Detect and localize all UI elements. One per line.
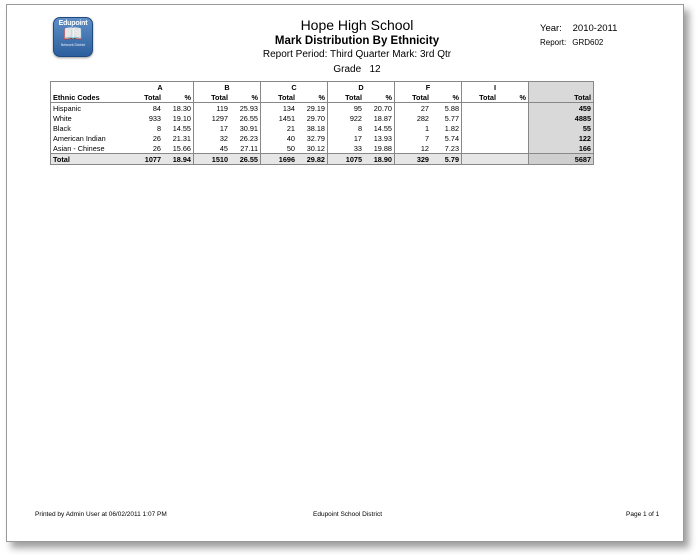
count-cell: 1077	[127, 154, 163, 165]
distribution-table	[50, 81, 594, 165]
sub-header-pct: %	[297, 92, 328, 103]
count-cell: 17	[353, 133, 362, 143]
report-title: Mark Distribution By Ethnicity	[274, 35, 440, 47]
count-cell	[462, 103, 499, 114]
total-row	[51, 154, 594, 165]
count-cell: 1696	[261, 154, 298, 165]
percent-cell: 13.93	[364, 133, 395, 143]
sub-header-total: Total	[261, 92, 298, 103]
report-code-line	[540, 38, 603, 47]
total-column-spacer	[529, 82, 594, 93]
count-cell: 45	[219, 143, 228, 153]
ethnic-code: Total	[51, 154, 128, 165]
ethnic-header-spacer	[51, 82, 128, 93]
table-row	[51, 113, 594, 123]
sub-header-total: Total	[194, 92, 231, 103]
count-cell: 134	[282, 103, 295, 113]
percent-cell: 38.18	[297, 123, 328, 133]
district-name: Edupoint School District	[313, 511, 383, 518]
row-total: 4885	[529, 113, 594, 123]
percent-cell: 14.55	[364, 123, 395, 133]
mark-group-header: B	[194, 82, 261, 93]
count-cell: 12	[420, 143, 429, 153]
year-label: Year:	[540, 23, 562, 34]
ethnic-code: Asian - Chinese	[51, 143, 128, 154]
count-cell: 21	[286, 123, 295, 133]
grade-line	[207, 64, 507, 75]
group-header-row	[51, 82, 594, 93]
ethnic-code: Black	[51, 123, 128, 133]
ethnic-code: Hispanic	[51, 103, 128, 114]
ethnic-code: White	[51, 113, 128, 123]
count-cell: 329	[395, 154, 432, 165]
printed-by: Printed by Admin User at 06/02/2011 1:07 PM	[35, 511, 167, 518]
count-cell: 33	[353, 143, 362, 153]
mark-group-header: C	[261, 82, 328, 93]
report-page	[6, 4, 684, 542]
percent-cell: 26.55	[230, 154, 261, 165]
grade-label: Grade	[333, 64, 362, 75]
ethnic-codes-header: Ethnic Codes	[51, 92, 128, 103]
row-total: 166	[529, 143, 594, 154]
percent-cell: 29.70	[297, 113, 328, 123]
count-cell	[462, 113, 499, 123]
sub-header-pct: %	[230, 92, 261, 103]
count-cell: 95	[353, 103, 362, 113]
percent-cell: 15.66	[163, 143, 194, 154]
mark-group-header: I	[462, 82, 529, 93]
sub-header-row	[51, 92, 594, 103]
percent-cell: 7.23	[431, 143, 462, 154]
percent-cell	[498, 133, 529, 143]
percent-cell	[498, 123, 529, 133]
mark-group-header: A	[127, 82, 194, 93]
logo-brand: Edupoint	[58, 20, 88, 27]
percent-cell: 27.11	[230, 143, 261, 154]
count-cell: 40	[286, 133, 295, 143]
count-cell: 1297	[211, 113, 228, 123]
percent-cell: 18.87	[364, 113, 395, 123]
count-cell: 84	[152, 103, 161, 113]
percent-cell: 26.23	[230, 133, 261, 143]
count-cell: 282	[416, 113, 429, 123]
row-total: 459	[529, 103, 594, 114]
row-total: 5687	[529, 154, 594, 165]
count-cell: 27	[420, 103, 429, 113]
count-cell	[462, 123, 499, 133]
count-cell: 26	[152, 133, 161, 143]
logo-caption: Network District	[60, 43, 86, 47]
table-row	[51, 143, 594, 154]
count-cell: 17	[219, 123, 228, 133]
report-period: Report Period: Third Quarter Mark: 3rd Qtr	[262, 49, 452, 60]
sub-header-total: Total	[127, 92, 163, 103]
percent-cell: 5.77	[431, 113, 462, 123]
count-cell	[462, 143, 499, 154]
book-icon: 📖	[63, 26, 83, 43]
percent-cell: 5.88	[431, 103, 462, 114]
page-number: Page 1 of 1	[626, 511, 660, 518]
sub-header-pct: %	[364, 92, 395, 103]
percent-cell	[498, 103, 529, 114]
percent-cell	[498, 113, 529, 123]
percent-cell: 19.10	[163, 113, 194, 123]
total-column-header: Total	[529, 92, 594, 103]
count-cell: 933	[148, 113, 161, 123]
percent-cell: 30.12	[297, 143, 328, 154]
sub-header-pct: %	[431, 92, 462, 103]
count-cell: 7	[424, 133, 429, 143]
percent-cell	[498, 154, 529, 165]
count-cell: 1510	[194, 154, 231, 165]
report-code-value: GRD602	[572, 38, 604, 47]
percent-cell: 18.30	[163, 103, 194, 114]
sub-header-total: Total	[462, 92, 499, 103]
count-cell: 1075	[328, 154, 365, 165]
count-cell	[462, 133, 499, 143]
count-cell	[462, 154, 499, 165]
percent-cell	[498, 143, 529, 154]
mark-group-header: D	[328, 82, 395, 93]
percent-cell: 5.79	[431, 154, 462, 165]
row-total: 55	[529, 123, 594, 133]
percent-cell: 5.74	[431, 133, 462, 143]
percent-cell: 19.88	[364, 143, 395, 154]
percent-cell: 21.31	[163, 133, 194, 143]
count-cell: 922	[349, 113, 362, 123]
sub-header-total: Total	[395, 92, 432, 103]
percent-cell: 1.82	[431, 123, 462, 133]
sub-header-total: Total	[328, 92, 365, 103]
count-cell: 32	[219, 133, 228, 143]
table-row	[51, 123, 594, 133]
percent-cell: 14.55	[163, 123, 194, 133]
report-code-label: Report:	[540, 38, 567, 47]
percent-cell: 26.55	[230, 113, 261, 123]
count-cell: 1	[424, 123, 429, 133]
year-line	[540, 23, 617, 34]
ethnic-code: American Indian	[51, 133, 128, 143]
table-row	[51, 103, 594, 114]
percent-cell: 32.79	[297, 133, 328, 143]
table-row	[51, 133, 594, 143]
sub-header-pct: %	[498, 92, 529, 103]
count-cell: 8	[156, 123, 161, 133]
percent-cell: 20.70	[364, 103, 395, 114]
year-value: 2010-2011	[572, 23, 618, 34]
table-body	[51, 82, 594, 165]
percent-cell: 30.91	[230, 123, 261, 133]
school-name: Hope High School	[300, 17, 414, 33]
percent-cell: 29.82	[297, 154, 328, 165]
edupoint-logo	[53, 17, 93, 57]
grade-value: 12	[369, 64, 381, 75]
count-cell: 26	[152, 143, 161, 153]
mark-group-header: F	[395, 82, 462, 93]
row-total: 122	[529, 133, 594, 143]
percent-cell: 25.93	[230, 103, 261, 114]
percent-cell: 18.90	[364, 154, 395, 165]
count-cell: 50	[286, 143, 295, 153]
count-cell: 119	[216, 103, 228, 113]
count-cell: 1451	[278, 113, 295, 123]
sub-header-pct: %	[163, 92, 194, 103]
percent-cell: 29.19	[297, 103, 328, 114]
count-cell: 8	[357, 123, 362, 133]
percent-cell: 18.94	[163, 154, 194, 165]
